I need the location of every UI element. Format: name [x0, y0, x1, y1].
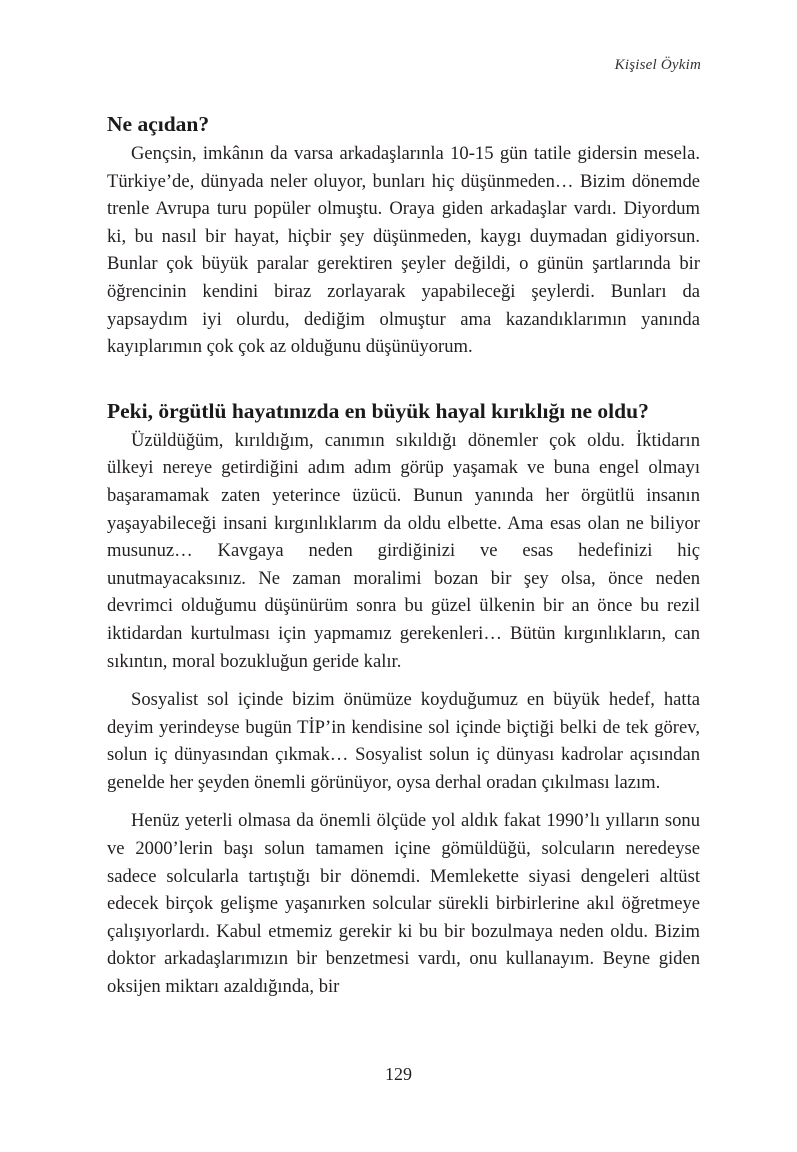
paragraph: Üzüldüğüm, kırıldığım, canımın sıkıldığı dönemler çok oldu. İktidarın ülkeyi nereye getirdiğini adım adım görüp yaşamak ve buna engel olmayı başaramamak zaten yeterince üzücü. Bunun yanında her örgütlü insanın yaşayabileceği insani kırgınlıklarım da oldu elbette. Ama esas olan ne biliyor musunuz… Kavgaya neden girdiğinizi ve esas hedefinizi hiç unutmayacaksınız. Ne zaman moralimi bozan bir şey olsa, önce neden devrimci olduğumu düşünürüm sonra bu güzel ülkenin bir an önce bu rezil iktidardan kurtulması için yapmamız gerekenleri… Bütün kırgınlıkların, can sıkıntın, moral bozukluğun geride kalır. — [107, 429, 700, 672]
section-heading: Ne açıdan? — [107, 112, 210, 136]
paragraph: Sosyalist sol içinde bizim önümüze koyduğumuz en büyük hedef, hatta deyim yerindeyse bugün TİP’in kendisine sol içinde biçtiği belki de tek görev, solun iç dünyasından çıkmak… Sosyalist solun iç dünyası kadrolar açısından genelde her şeyden önemli görünüyor, oysa derhal oradan çıkılması lazım. — [107, 689, 700, 793]
page-number: 129 — [385, 1064, 412, 1084]
running-header: Kişisel Öykim — [614, 57, 701, 73]
page-body — [107, 110, 700, 1001]
paragraph: Henüz yeterli olmasa da önemli ölçüde yol aldık fakat 1990’lı yılların sonu ve 2000’lerin başı solun tamamen içine gömüldüğü, solcuların neredeyse sadece solcularla tartıştığı bir dönemdi. Memlekette siyasi dengeleri altüst edecek birçok gelişme yaşanırken solcular sürekli birbirlerine akıl öğretmeye çalışıyorlardı. Kabul etmemiz gerekir ki bu bir bozulmaya neden oldu. Bizim doktor arkadaşlarımızın bir benzetmesi vardı, onu kullanayım. Beyne giden oksijen miktarı azaldığında, bir — [107, 810, 700, 998]
section-heading: Peki, örgütlü hayatınızda en büyük hayal kırıklığı ne oldu? — [107, 398, 649, 423]
paragraph: Gençsin, imkânın da varsa arkadaşlarınla 10-15 gün tatile gidersin mesela. Türkiye’de, dünyada neler oluyor, bunları hiç düşünmeden… Bizim dönemde trenle Avrupa turu popüler olmuştu. Oraya giden arkadaşlar vardı. Diyordum ki, bu nasıl bir hayat, hiçbir şey düşünmeden, kaygı duymadan gidiyorsun. Bunlar çok büyük paralar gerektiren şeyler değildi, o günün şartlarında bir öğrencinin kendini biraz zorlayarak yapabileceği şeylerdi. Bunları da yapsaydım iyi olurdu, dediğim olmuştur ama kazandıklarımın yanında kayıplarımın çok çok az olduğunu düşünüyorum. — [107, 143, 700, 358]
section-ne-acidan — [107, 110, 700, 361]
section-hayal-kirikligi — [107, 397, 700, 1001]
